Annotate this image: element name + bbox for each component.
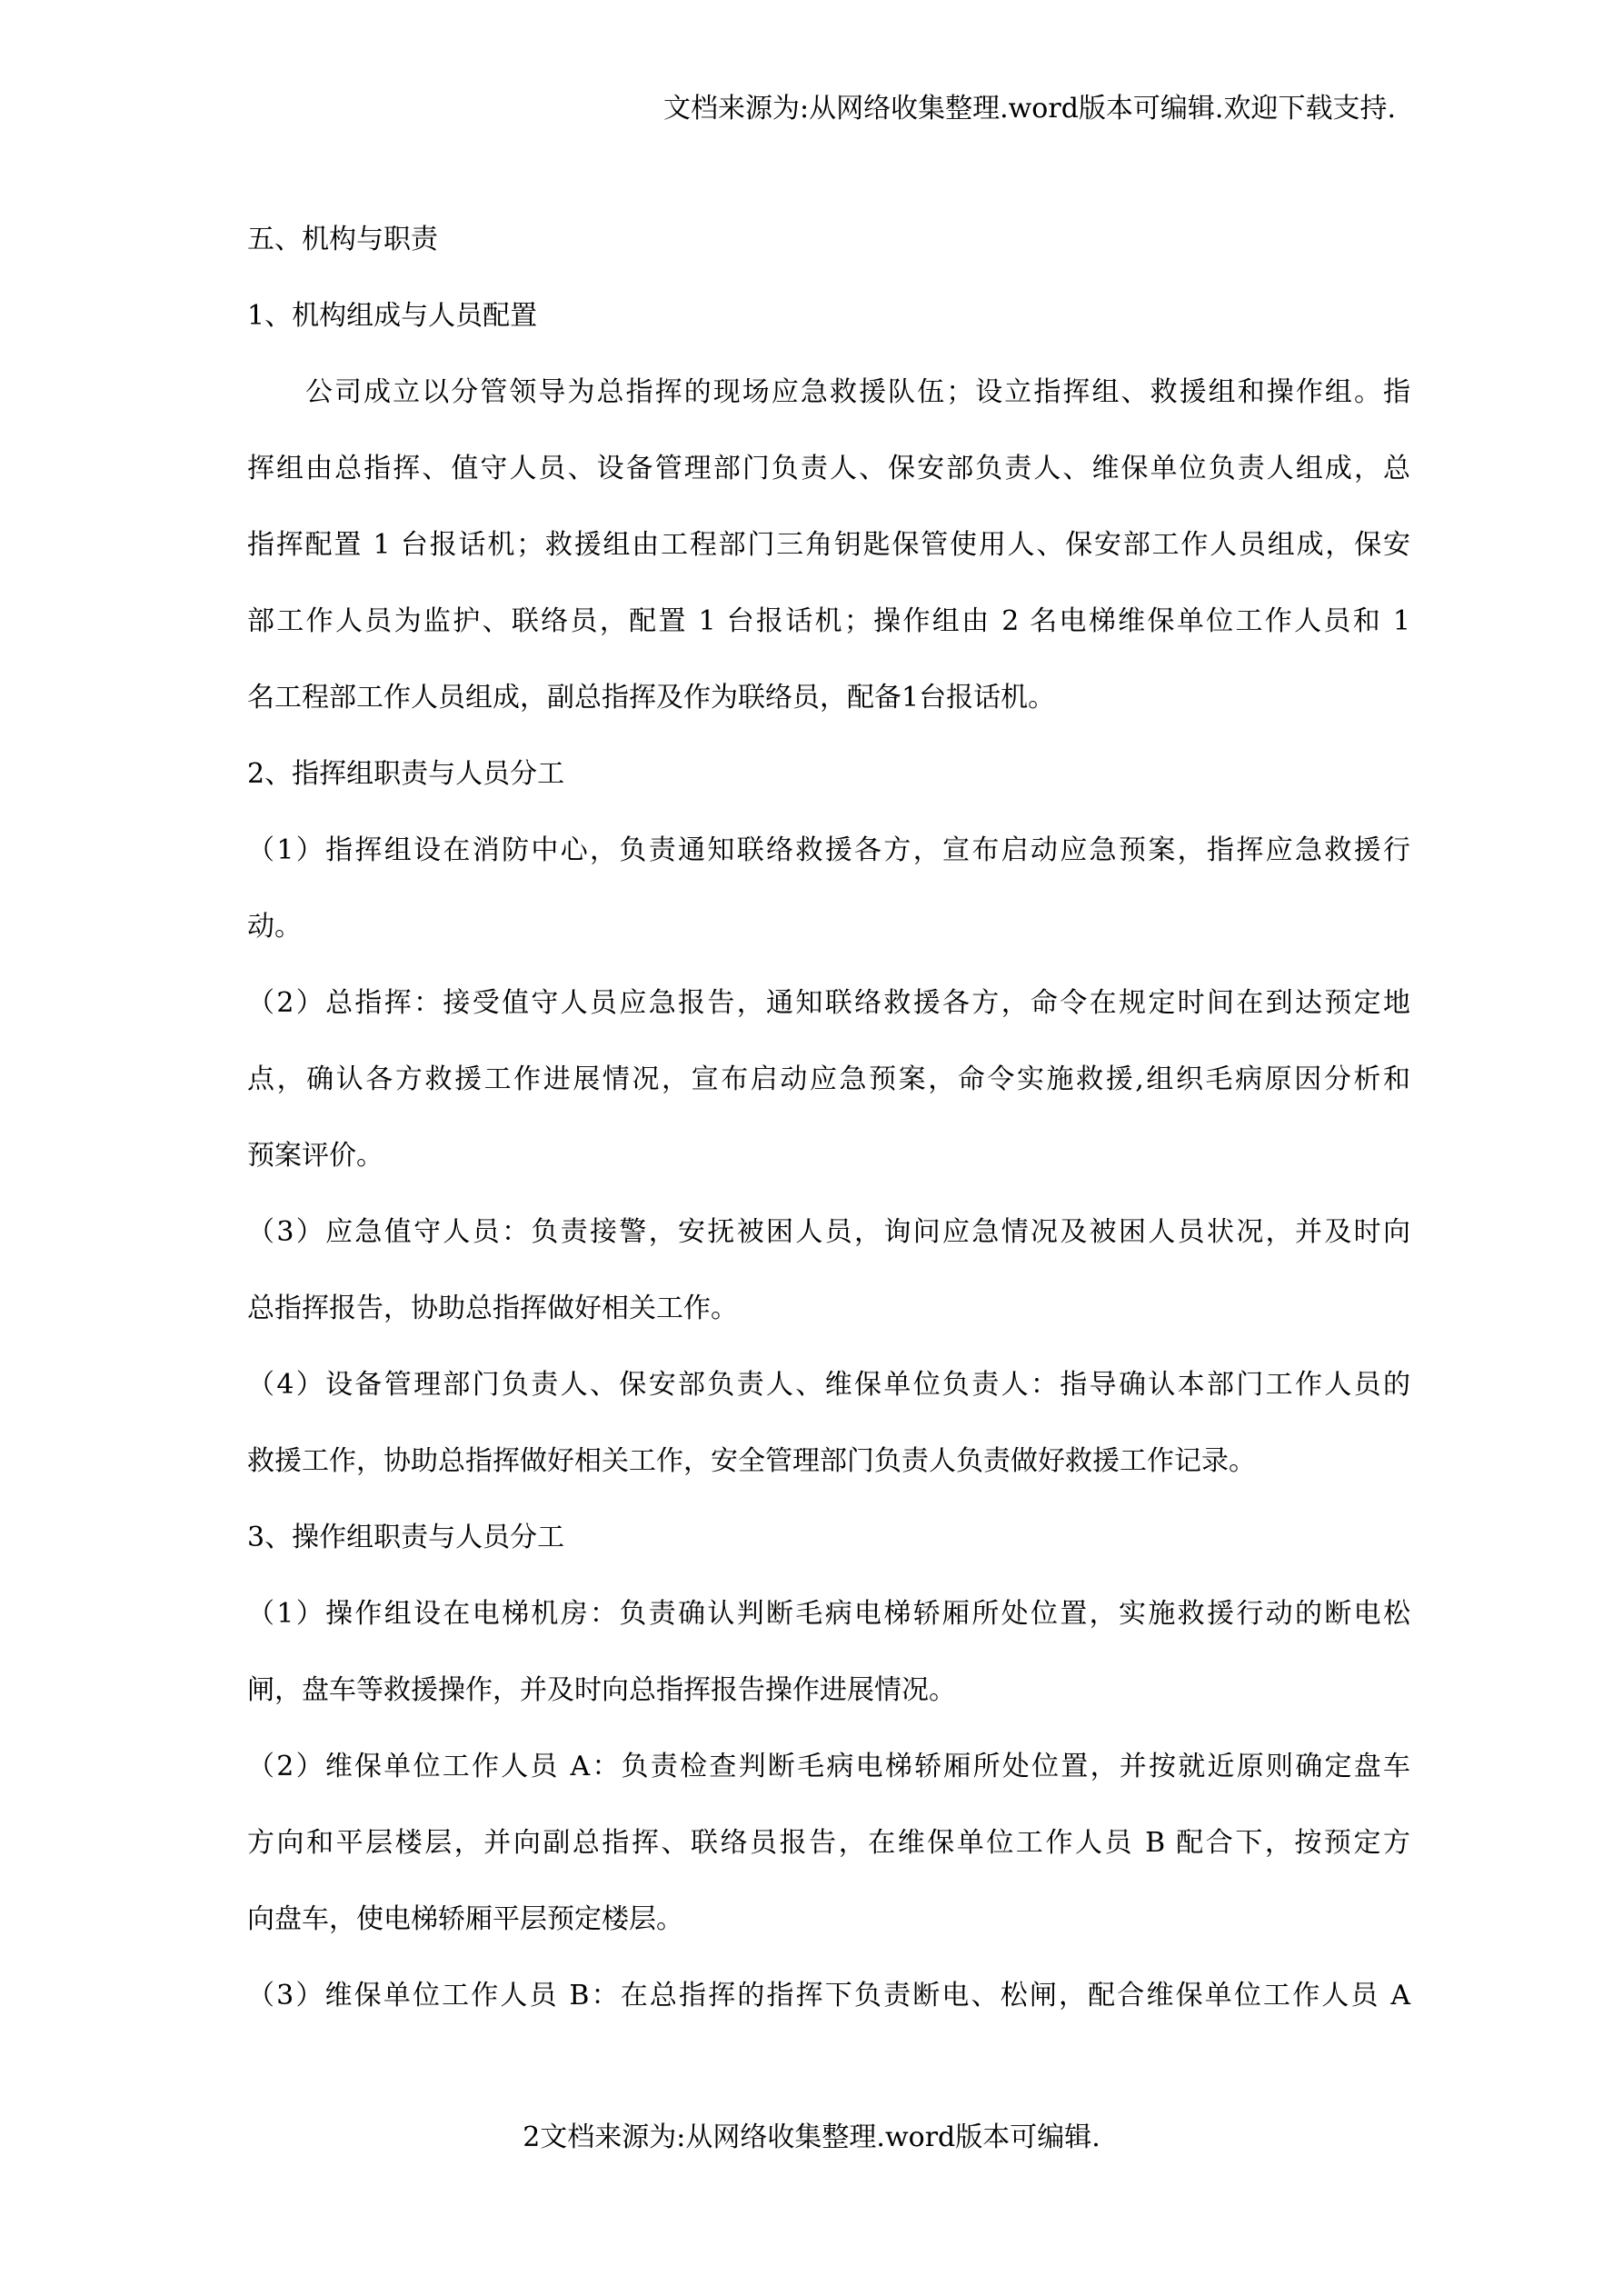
page-header: 文档来源为:从网络收集整理.word版本可编辑.欢迎下载支持. xyxy=(662,93,1396,125)
paragraph-line: 预案评价。 xyxy=(247,1140,383,1172)
paragraph-line: 方向和平层楼层，并向副总指挥、联络员报告，在维保单位工作人员 B 配合下，按预定方 xyxy=(247,1827,1410,1859)
paragraph-line: 挥组由总指挥、值守人员、设备管理部门负责人、保安部负责人、维保单位负责人组成，总 xyxy=(247,453,1410,484)
paragraph-line: 部工作人员为监护、联络员，配置 1 台报话机；操作组由 2 名电梯维保单位工作人员和 1 xyxy=(247,605,1410,637)
section-heading: 五、机构与职责 xyxy=(247,224,438,255)
paragraph-line: 点，确认各方救援工作进展情况，宣布启动应急预案，命令实施救援,组织毛病原因分析和 xyxy=(247,1063,1410,1095)
subsection-heading: 3、操作组职责与人员分工 xyxy=(247,1522,565,1553)
paragraph-line: （3）应急值守人员：负责接警，安抚被困人员，询问应急情况及被困人员状况，并及时向 xyxy=(247,1216,1410,1248)
subsection-heading: 1、机构组成与人员配置 xyxy=(247,300,538,332)
paragraph-line: （2）总指挥：接受值守人员应急报告，通知联络救援各方，命令在规定时间在到达预定地 xyxy=(247,987,1410,1019)
paragraph-line: 总指挥报告，协助总指挥做好相关工作。 xyxy=(247,1293,738,1324)
paragraph-line: 指挥配置 1 台报话机；救援组由工程部门三角钥匙保管使用人、保安部工作人员组成，保安 xyxy=(247,529,1410,561)
paragraph-line: 动。 xyxy=(247,911,302,943)
paragraph-line: 名工程部工作人员组成，副总指挥及作为联络员，配备1台报话机。 xyxy=(247,682,1056,714)
paragraph-line: 公司成立以分管领导为总指挥的现场应急救援队伍；设立指挥组、救援组和操作组。指 xyxy=(305,376,1410,408)
document-body xyxy=(247,202,1410,2034)
paragraph-line: （1）操作组设在电梯机房：负责确认判断毛病电梯轿厢所处位置，实施救援行动的断电松 xyxy=(247,1598,1410,1630)
paragraph-line: （3）维保单位工作人员 B：在总指挥的指挥下负责断电、松闸，配合维保单位工作人员 A xyxy=(247,1980,1410,2011)
paragraph-line: 救援工作，协助总指挥做好相关工作，安全管理部门负责人负责做好救援工作记录。 xyxy=(247,1445,1256,1477)
paragraph-line: 向盘车，使电梯轿厢平层预定楼层。 xyxy=(247,1903,683,1935)
paragraph-line: （4）设备管理部门负责人、保安部负责人、维保单位负责人：指导确认本部门工作人员的 xyxy=(247,1369,1410,1401)
page-footer: 2文档来源为:从网络收集整理.word版本可编辑. xyxy=(523,2121,1100,2153)
paragraph-line: 闸，盘车等救援操作，并及时向总指挥报告操作进展情况。 xyxy=(247,1674,956,1706)
paragraph-line: （2）维保单位工作人员 A：负责检查判断毛病电梯轿厢所处位置，并按就近原则确定盘车 xyxy=(247,1751,1410,1782)
paragraph-line: （1）指挥组设在消防中心，负责通知联络救援各方，宣布启动应急预案，指挥应急救援行 xyxy=(247,834,1410,866)
subsection-heading: 2、指挥组职责与人员分工 xyxy=(247,758,565,790)
